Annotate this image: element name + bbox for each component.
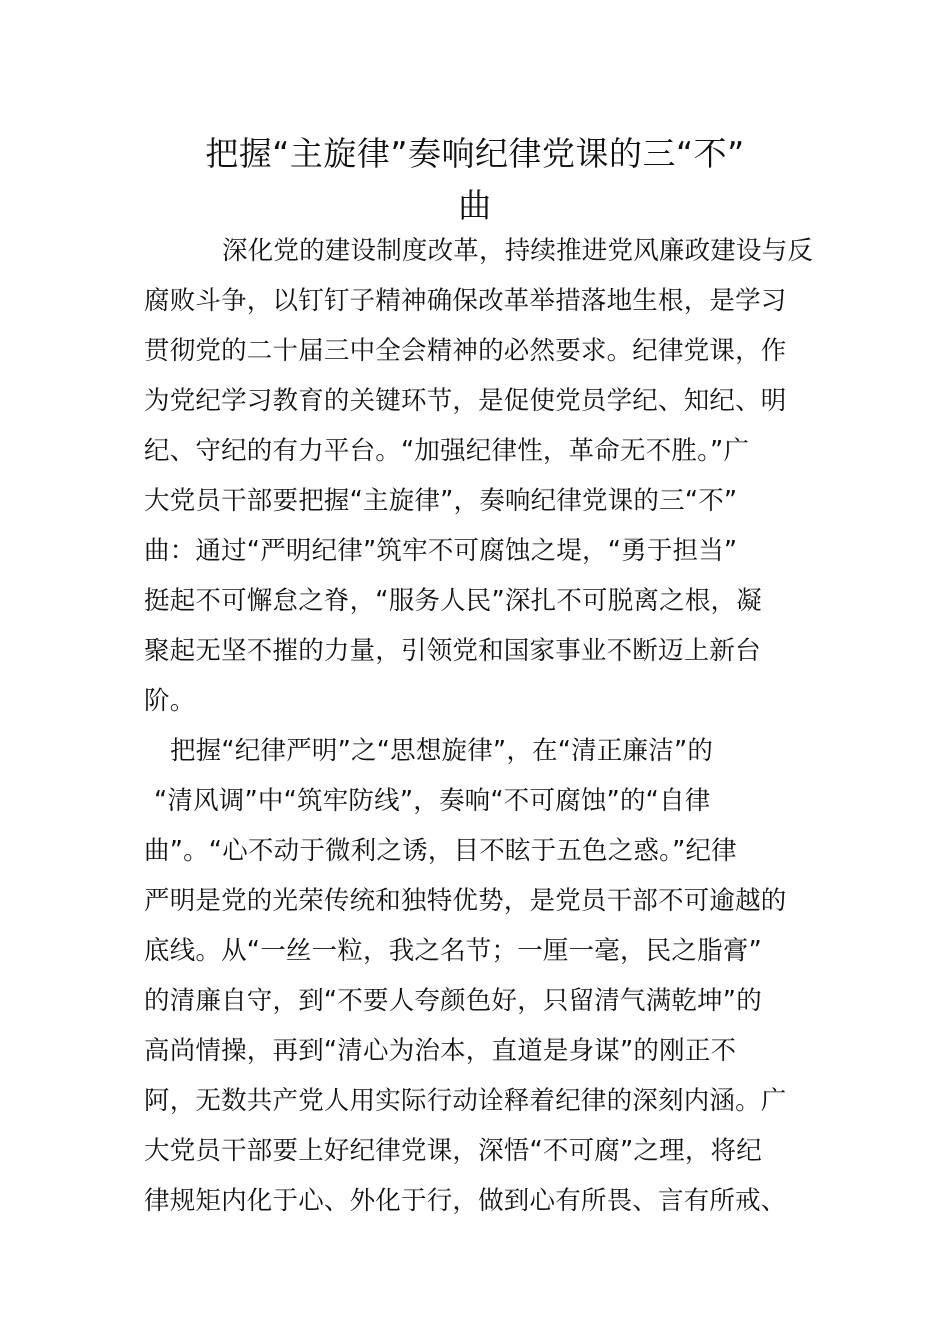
text-line: 律规矩内化于心、外化于行，做到心有所畏、言有所戒、 (144, 1186, 787, 1216)
text-line: 深化党的建设制度改革，持续推进党风廉政建设与反 (222, 236, 814, 266)
text-line: 大党员干部要上好纪律党课，深悟“不可腐”之理，将纪 (144, 1136, 762, 1166)
text-line: 高尚情操，再到“清心为治本，直道是身谋”的刚正不 (144, 1036, 737, 1066)
text-line: 底线。从“一丝一粒，我之名节；一厘一毫，民之脂膏” (144, 936, 762, 966)
text-line: 为党纪学习教育的关键环节，是促使党员学纪、知纪、明 (144, 386, 787, 416)
text-line: 阿，无数共产党人用实际行动诠释着纪律的深刻内涵。广 (144, 1086, 787, 1116)
title-line: 曲 (458, 186, 492, 225)
text-line: 挺起不可懈怠之脊，“服务人民”深扎不可脱离之根，凝 (144, 586, 762, 616)
text-line: 纪、守纪的有力平台。“加强纪律性，革命无不胜。”广 (144, 436, 750, 466)
text-line: 曲：通过“严明纪律”筑牢不可腐蚀之堤，“勇于担当” (144, 536, 738, 566)
text-line: 聚起无坚不摧的力量，引领党和国家事业不断迈上新台 (144, 636, 761, 666)
text-line: 大党员干部要把握“主旋律”，奏响纪律党课的三“不” (144, 486, 738, 516)
text-line: 把握“纪律严明”之“思想旋律”，在“清正廉洁”的 (170, 736, 714, 766)
document-body (144, 226, 814, 1226)
text-line: 贯彻党的二十届三中全会精神的必然要求。纪律党课，作 (144, 336, 787, 366)
text-line: “清风调”中“筑牢防线”，奏响“不可腐蚀”的“自律 (154, 786, 711, 816)
text-line: 腐败斗争，以钉钉子精神确保改革举措落地生根，是学习 (144, 286, 787, 316)
document-title (140, 128, 810, 232)
paragraph-2 (144, 726, 814, 1226)
text-line: 曲”。“心不动于微利之诱，目不眩于五色之惑。”纪律 (144, 836, 737, 866)
paragraph-1 (144, 226, 814, 726)
text-line: 阶。 (144, 686, 196, 716)
title-line: 把握“主旋律”奏响纪律党课的三“不” (205, 134, 745, 173)
text-line: 严明是党的光荣传统和独特优势，是党员干部不可逾越的 (144, 886, 787, 916)
text-line: 的清廉自守，到“不要人夸颜色好，只留清气满乾坤”的 (144, 986, 762, 1016)
